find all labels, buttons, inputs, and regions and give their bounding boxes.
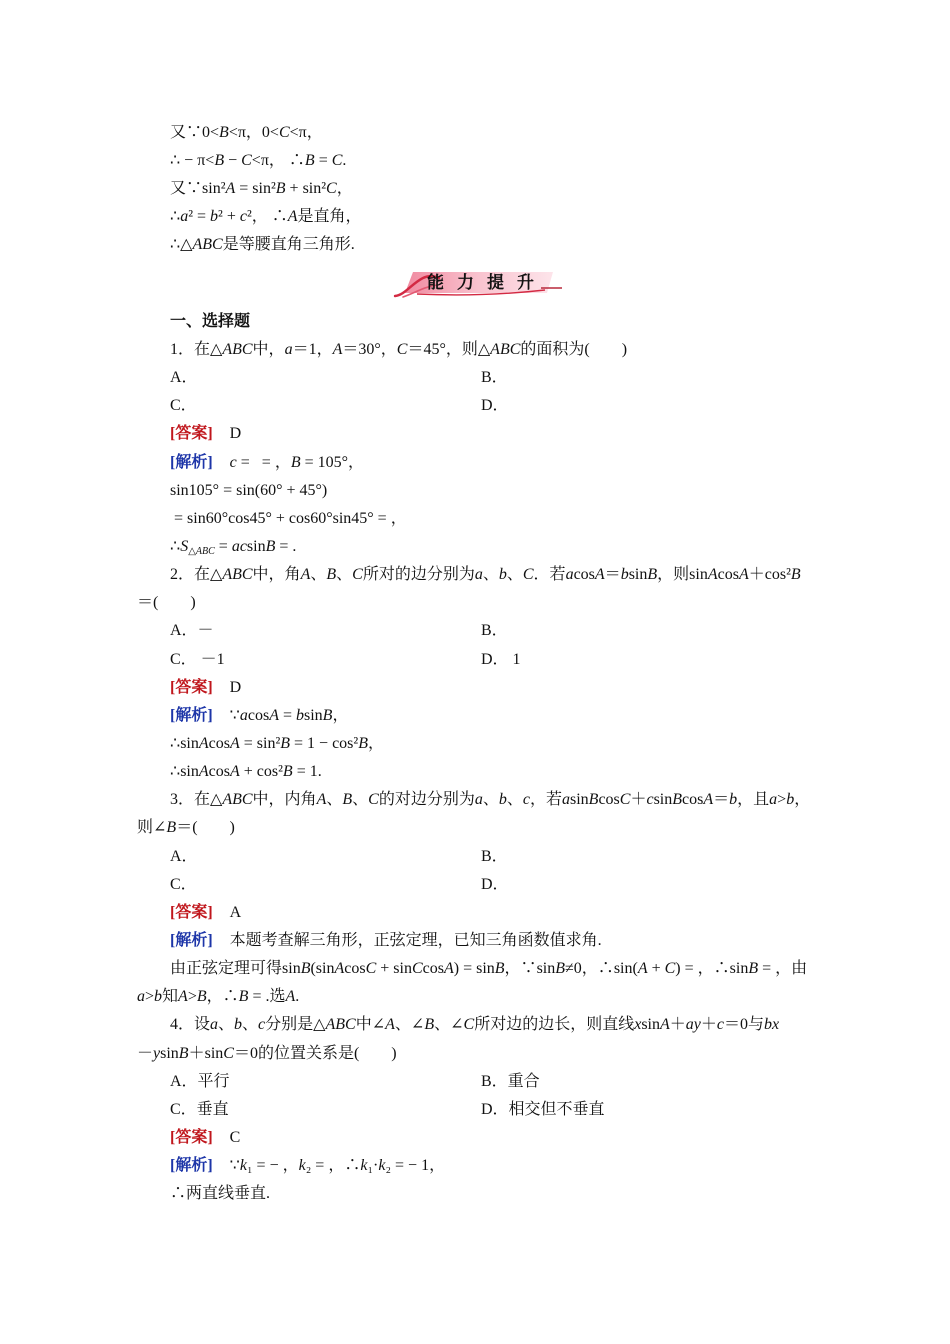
math-variable: B — [214, 152, 225, 169]
analysis-line: ∴两直线垂直. — [170, 1185, 271, 1203]
page-content — [137, 119, 837, 1208]
math-variable: C — [352, 566, 363, 584]
math-variable: b — [234, 1016, 243, 1034]
math-variable: C — [278, 124, 290, 141]
math-variable: a — [565, 566, 574, 584]
math-variable: x — [772, 1016, 780, 1034]
answer-row — [137, 899, 837, 927]
math-variable: C — [396, 341, 408, 358]
analysis-tag: [解析] — [170, 706, 213, 724]
area-formula-line — [137, 533, 837, 561]
solution-line: ∴ − π<B − C<π， ∴B = C. — [170, 152, 347, 169]
math-variable: a — [137, 988, 145, 1006]
math-variable: x — [634, 1016, 642, 1034]
math-variable: b — [620, 566, 629, 584]
math-variable: B — [748, 960, 759, 978]
math-variable: b — [729, 791, 738, 809]
answer-tag: [答案] — [170, 678, 213, 696]
math-variable: b — [786, 791, 795, 809]
math-variable: a — [769, 791, 778, 809]
solution-line: 又∵0<B<π，0<C<π， — [170, 124, 323, 141]
math-variable: A — [443, 960, 454, 978]
math-variable: B — [300, 960, 311, 978]
math-variable: a — [180, 208, 189, 225]
math-variable: B — [304, 152, 315, 169]
analysis-line: 本题考查解三角形，正弦定理，已知三角函数值求角. — [229, 931, 602, 949]
option-c: C． — [170, 397, 197, 415]
math-variable: A — [229, 763, 240, 781]
math-variable: B — [342, 791, 353, 809]
answer-row — [137, 1124, 837, 1152]
options-row — [137, 843, 837, 871]
math-variable: A — [490, 341, 500, 358]
answer-tag: [答案] — [170, 425, 213, 443]
area-suffix: = acsinB = . — [214, 537, 297, 555]
math-variable: k — [360, 1157, 368, 1175]
answer-value: C — [229, 1128, 241, 1146]
option-b: B． — [481, 369, 508, 387]
math-variable: A — [660, 1016, 670, 1034]
area-subscript: △ABC — [188, 545, 215, 557]
math-variable: C — [241, 566, 253, 584]
math-variable: B — [790, 566, 801, 584]
question-4 — [137, 1011, 837, 1208]
math-variable: B — [424, 1016, 435, 1034]
analysis-row — [137, 449, 837, 477]
math-variable: A — [316, 791, 327, 809]
math-variable: B — [588, 791, 599, 809]
question-stem-continuation: －ysinB＋sinC＝0的位置关系是( ) — [137, 1044, 397, 1062]
math-variable: A — [332, 341, 343, 358]
answer-tag: [答案] — [170, 903, 213, 921]
question-stem: 2．在△ABC中，角A、B、C所对的边分别为a、b、C．若acosA＝bsinB，则sinAcosA＋cos²B — [170, 566, 801, 584]
math-variable: B — [166, 819, 177, 837]
math-variable: C — [664, 960, 676, 978]
options-row — [137, 364, 837, 392]
math-variable: A — [738, 566, 749, 584]
math-variable: B — [358, 734, 368, 752]
math-variable: b — [296, 706, 304, 724]
solution-line: ∴a² = b² + c²， ∴A是直角， — [170, 208, 362, 225]
math-variable: C — [241, 341, 253, 358]
math-variable: c — [716, 1016, 725, 1034]
analysis-row — [137, 1152, 837, 1180]
analysis-line: a>b知A>B，∴B = .选A. — [137, 988, 300, 1006]
option-b: B． — [481, 622, 508, 640]
analysis-tag: [解析] — [170, 1157, 213, 1175]
math-variable: C — [365, 960, 377, 978]
analysis-row — [137, 702, 837, 730]
section-banner — [137, 268, 837, 298]
math-variable: b — [210, 208, 219, 225]
analysis-line: ∴sinAcosA + cos²B = 1. — [170, 763, 322, 781]
answer-value: A — [229, 903, 242, 921]
math-variable: B — [494, 960, 505, 978]
answer-value: D — [229, 425, 242, 443]
math-variable: c — [239, 537, 247, 555]
math-variable: B — [282, 763, 293, 781]
options-row — [137, 871, 837, 899]
math-variable: k — [378, 1157, 386, 1175]
math-variable: b — [498, 791, 507, 809]
analysis-line: ∵k₁ = − ，k₂ = ，∴k₁·k₂ = − 1， — [229, 1157, 446, 1175]
previous-solution-continuation — [137, 119, 837, 259]
math-variable: B — [499, 341, 510, 358]
math-variable: A — [637, 960, 648, 978]
answer-row — [137, 420, 837, 448]
math-variable: A — [325, 1016, 336, 1034]
analysis-line: ∴sinAcosA = sin²B = 1 − cos²B， — [170, 734, 384, 752]
option-a: A． — [170, 369, 198, 387]
math-variable: a — [685, 1016, 694, 1034]
math-variable: A — [198, 763, 209, 781]
option-d: D． 1 — [481, 650, 521, 668]
math-variable: A — [300, 566, 311, 584]
options-row — [137, 1096, 837, 1124]
math-variable: c — [258, 1016, 266, 1034]
math-variable: c — [229, 453, 237, 471]
math-variable: A — [285, 988, 296, 1006]
option-b: B．重合 — [481, 1072, 540, 1090]
math-variable: B — [178, 1044, 189, 1062]
math-variable: B — [326, 566, 337, 584]
math-variable: S — [180, 537, 189, 555]
analysis-line: c = = ，B = 105°， — [229, 453, 365, 471]
math-variable: B — [202, 545, 209, 557]
solution-line: 又∵sin²A = sin²B + sin²C， — [170, 180, 353, 197]
option-d: D． — [481, 875, 509, 893]
math-variable: A — [198, 734, 209, 752]
math-variable: B — [647, 566, 658, 584]
analysis-line: = sin60°cos45° + cos60°sin45° = ， — [170, 509, 407, 527]
math-variable: B — [265, 537, 276, 555]
question-3 — [137, 786, 837, 1011]
option-a: A．－ — [170, 622, 214, 640]
math-variable: C — [326, 180, 337, 197]
math-variable: B — [196, 988, 207, 1006]
options-row — [137, 392, 837, 420]
math-variable: B — [322, 706, 333, 724]
math-variable: A — [707, 566, 718, 584]
math-variable: c — [239, 208, 247, 225]
math-variable: C — [223, 1044, 234, 1062]
math-variable: B — [232, 791, 242, 809]
math-variable: a — [474, 791, 483, 809]
math-variable: b — [498, 566, 507, 584]
math-variable: B — [672, 791, 683, 809]
question-stem-continuation: ＝( ) — [137, 594, 196, 612]
option-c: C． －1 — [170, 650, 225, 668]
math-variable: a — [562, 791, 570, 809]
question-1 — [137, 336, 837, 561]
math-variable: C — [208, 545, 215, 557]
analysis-line: ∵acosA = bsinB， — [229, 706, 349, 724]
math-variable: A — [192, 236, 203, 253]
math-variable: C — [212, 236, 223, 253]
math-variable: C — [331, 152, 343, 169]
question-stem: 1．在△ABC中，a＝1，A＝30°，C＝45°，则△ABC的面积为( ) — [170, 341, 628, 358]
option-d: D．相交但不垂直 — [481, 1100, 605, 1118]
math-variable: B — [238, 988, 249, 1006]
math-variable: a — [474, 566, 483, 584]
answer-tag: [答案] — [170, 1128, 213, 1146]
math-variable: A — [178, 988, 188, 1006]
question-2 — [137, 561, 837, 786]
math-variable: A — [195, 545, 202, 557]
math-variable: y — [693, 1016, 701, 1034]
math-variable: C — [463, 1016, 475, 1034]
question-list — [137, 336, 837, 1208]
math-variable: A — [222, 791, 233, 809]
math-variable: C — [522, 566, 534, 584]
math-variable: a — [239, 706, 248, 724]
math-variable: B — [290, 453, 301, 471]
analysis-tag: [解析] — [170, 453, 213, 471]
math-variable: k — [239, 1157, 247, 1175]
area-prefix: ∴S — [170, 537, 189, 555]
option-a: A．平行 — [170, 1072, 230, 1090]
math-variable: B — [219, 124, 229, 141]
math-variable: C — [509, 341, 521, 358]
math-variable: A — [334, 960, 345, 978]
option-d: D． — [481, 397, 509, 415]
section-heading: 一、选择题 — [170, 313, 251, 330]
math-variable: C — [241, 791, 253, 809]
math-variable: a — [231, 537, 240, 555]
math-variable: a — [210, 1016, 219, 1034]
math-variable: b — [154, 988, 163, 1006]
math-variable: A — [269, 706, 279, 724]
math-variable: A — [703, 791, 714, 809]
options-row — [137, 617, 837, 645]
math-variable: C — [368, 791, 379, 809]
math-variable: B — [232, 341, 242, 358]
question-stem-continuation: 则∠B＝( ) — [137, 819, 235, 837]
math-variable: C — [619, 791, 631, 809]
math-variable: A — [287, 208, 298, 225]
banner-graphic — [393, 268, 563, 298]
math-variable: A — [229, 734, 240, 752]
option-a: A． — [170, 847, 198, 865]
math-variable: A — [222, 566, 233, 584]
math-variable: B — [555, 960, 566, 978]
math-variable: B — [280, 734, 291, 752]
math-variable: A — [222, 341, 233, 358]
banner-title: 能力提升 — [427, 273, 547, 293]
math-variable: B — [275, 180, 286, 197]
question-stem: 4．设a、b、c分别是△ABC中∠A、∠B、∠C所对边的边长，则直线xsinA＋ay＋c＝0与bx — [170, 1016, 780, 1034]
analysis-tag: [解析] — [170, 931, 213, 949]
option-c: C． — [170, 875, 197, 893]
math-variable: B — [232, 566, 242, 584]
analysis-line: sin105° = sin(60° + 45°) — [170, 481, 328, 499]
analysis-line: 由正弦定理可得sinB(sinAcosC + sinCcosA) = sinB，∵sinB≠0，∴sin(A + C) = ，∴sinB = ，由 — [170, 960, 808, 978]
math-variable: b — [764, 1016, 773, 1034]
math-variable: B — [335, 1016, 346, 1034]
math-variable: y — [153, 1044, 161, 1062]
answer-value: D — [229, 678, 242, 696]
math-variable: A — [385, 1016, 395, 1034]
option-c: C．垂直 — [170, 1100, 229, 1118]
analysis-row — [137, 927, 837, 955]
math-variable: k — [298, 1157, 306, 1175]
question-stem: 3．在△ABC中，内角A、B、C的对边分别为a、b、c，若asinBcosC＋csinBcosA＝b，且a>b， — [170, 791, 811, 809]
solution-line: ∴△ABC是等腰直角三角形. — [170, 236, 355, 253]
math-variable: C — [411, 960, 423, 978]
option-b: B． — [481, 847, 508, 865]
math-variable: C — [241, 152, 252, 169]
answer-row — [137, 674, 837, 702]
options-row — [137, 646, 837, 674]
math-variable: C — [345, 1016, 356, 1034]
math-variable: A — [594, 566, 605, 584]
math-variable: a — [284, 341, 293, 358]
math-variable: c — [522, 791, 530, 809]
options-row — [137, 1068, 837, 1096]
math-variable: A — [225, 180, 236, 197]
math-variable: B — [202, 236, 213, 253]
math-variable: c — [646, 791, 654, 809]
